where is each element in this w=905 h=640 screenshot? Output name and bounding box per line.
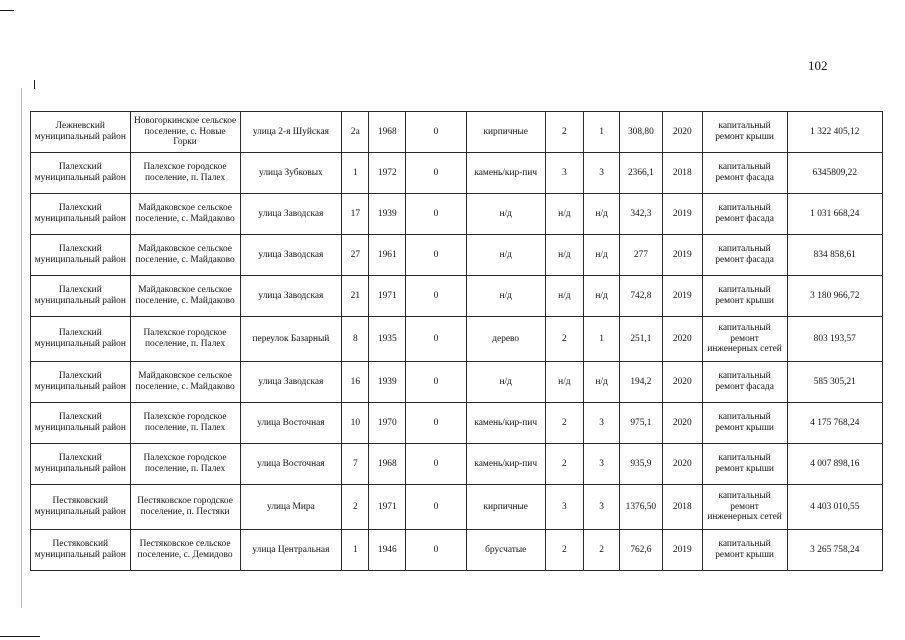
table-row bbox=[31, 530, 883, 571]
cell-district: Пестяковский муниципальный район bbox=[31, 530, 131, 571]
cell-cost: 4 007 898,16 bbox=[787, 444, 882, 485]
cell-zero-column: 0 bbox=[406, 444, 467, 485]
page-number: 102 bbox=[808, 58, 828, 73]
cell-district: Палехский муниципальный район bbox=[31, 403, 131, 444]
cell-floors: 3 bbox=[545, 485, 584, 530]
cell-house-number: 10 bbox=[342, 403, 369, 444]
cell-area: 742,8 bbox=[619, 276, 662, 317]
cell-house-number: 1 bbox=[342, 530, 369, 571]
cell-cost: 1 031 668,24 bbox=[787, 194, 882, 235]
cell-cost: 3 180 966,72 bbox=[787, 276, 882, 317]
cell-repair-year: 2018 bbox=[662, 153, 702, 194]
cell-zero-column: 0 bbox=[406, 235, 467, 276]
cell-entrances: 3 bbox=[584, 485, 620, 530]
cell-floors: 2 bbox=[545, 403, 584, 444]
cell-repair-type: капитальный ремонт инженерных сетей bbox=[702, 485, 787, 530]
cell-area: 308,80 bbox=[619, 112, 662, 153]
cell-house-number: 1 bbox=[342, 153, 369, 194]
cell-repair-type: капитальный ремонт фасада bbox=[702, 362, 787, 403]
cell-repair-year: 2019 bbox=[662, 530, 702, 571]
cell-house-number: 17 bbox=[342, 194, 369, 235]
cell-cost: 585 305,21 bbox=[787, 362, 882, 403]
cell-district: Палехский муниципальный район bbox=[31, 444, 131, 485]
table-row bbox=[31, 276, 883, 317]
cell-repair-type: капитальный ремонт фасада bbox=[702, 194, 787, 235]
cell-entrances: н/д bbox=[584, 276, 620, 317]
cell-year-built: 1968 bbox=[369, 444, 406, 485]
cell-district: Палехский муниципальный район bbox=[31, 194, 131, 235]
cell-area: 277 bbox=[619, 235, 662, 276]
cell-year-built: 1968 bbox=[369, 112, 406, 153]
cell-area: 975,1 bbox=[619, 403, 662, 444]
cell-year-built: 1971 bbox=[369, 485, 406, 530]
cell-street: улица Заводская bbox=[240, 235, 342, 276]
cell-repair-type: капитальный ремонт крыши bbox=[702, 112, 787, 153]
table-row bbox=[31, 112, 883, 153]
cell-repair-year: 2020 bbox=[662, 362, 702, 403]
cell-repair-year: 2019 bbox=[662, 235, 702, 276]
cell-repair-year: 2020 bbox=[662, 403, 702, 444]
cell-entrances: н/д bbox=[584, 235, 620, 276]
cell-repair-year: 2020 bbox=[662, 112, 702, 153]
cell-floors: н/д bbox=[545, 235, 584, 276]
cell-cost: 4 175 768,24 bbox=[787, 403, 882, 444]
cell-year-built: 1961 bbox=[369, 235, 406, 276]
cell-settlement: Пестяковское городское поселение, п. Пестяки bbox=[130, 485, 240, 530]
cell-wall-material: камень/кир-пич bbox=[466, 444, 545, 485]
cell-wall-material: кирпичные bbox=[466, 112, 545, 153]
cell-year-built: 1939 bbox=[369, 194, 406, 235]
cell-zero-column: 0 bbox=[406, 362, 467, 403]
cell-street: улица Центральная bbox=[240, 530, 342, 571]
cell-house-number: 7 bbox=[342, 444, 369, 485]
cell-floors: 2 bbox=[545, 530, 584, 571]
cell-wall-material: н/д bbox=[466, 276, 545, 317]
cell-settlement: Майдаковское сельское поселение, с. Майдаково bbox=[130, 194, 240, 235]
cell-entrances: 2 bbox=[584, 530, 620, 571]
cell-street: улица Восточная bbox=[240, 403, 342, 444]
table-row bbox=[31, 194, 883, 235]
cell-district: Палехский муниципальный район bbox=[31, 362, 131, 403]
cell-floors: н/д bbox=[545, 362, 584, 403]
cell-area: 1376,50 bbox=[619, 485, 662, 530]
cell-area: 762,6 bbox=[619, 530, 662, 571]
table-row bbox=[31, 403, 883, 444]
cell-street: улица Восточная bbox=[240, 444, 342, 485]
cell-cost: 6345809,22 bbox=[787, 153, 882, 194]
cell-street: улица Зубковых bbox=[240, 153, 342, 194]
cell-floors: н/д bbox=[545, 276, 584, 317]
cell-zero-column: 0 bbox=[406, 485, 467, 530]
cell-repair-year: 2019 bbox=[662, 194, 702, 235]
cell-entrances: 3 bbox=[584, 403, 620, 444]
cell-repair-type: капитальный ремонт крыши bbox=[702, 403, 787, 444]
cell-district: Палехский муниципальный район bbox=[31, 276, 131, 317]
cell-cost: 1 322 405,12 bbox=[787, 112, 882, 153]
cell-house-number: 27 bbox=[342, 235, 369, 276]
cell-district: Пестяковский муниципальный район bbox=[31, 485, 131, 530]
scan-mark-top bbox=[0, 10, 14, 11]
cell-street: улица 2-я Шуйская bbox=[240, 112, 342, 153]
cell-house-number: 2а bbox=[342, 112, 369, 153]
cell-repair-type: капитальный ремонт крыши bbox=[702, 444, 787, 485]
cell-year-built: 1939 bbox=[369, 362, 406, 403]
cell-street: улица Мира bbox=[240, 485, 342, 530]
cell-repair-type: капитальный ремонт инженерных сетей bbox=[702, 317, 787, 362]
cell-settlement: Палехское городское поселение, п. Палех bbox=[130, 317, 240, 362]
cell-zero-column: 0 bbox=[406, 153, 467, 194]
cell-entrances: 1 bbox=[584, 112, 620, 153]
cell-area: 194,2 bbox=[619, 362, 662, 403]
cell-entrances: 3 bbox=[584, 153, 620, 194]
cell-wall-material: брусчатые bbox=[466, 530, 545, 571]
cell-area: 251,1 bbox=[619, 317, 662, 362]
cell-entrances: н/д bbox=[584, 194, 620, 235]
cell-house-number: 2 bbox=[342, 485, 369, 530]
cell-area: 2366,1 bbox=[619, 153, 662, 194]
table-row bbox=[31, 444, 883, 485]
cell-settlement: Пестяковское сельское поселение, с. Демидово bbox=[130, 530, 240, 571]
cell-year-built: 1946 bbox=[369, 530, 406, 571]
cell-wall-material: камень/кир-пич bbox=[466, 403, 545, 444]
scan-mark-left bbox=[34, 80, 35, 89]
cell-wall-material: н/д bbox=[466, 194, 545, 235]
cell-settlement: Майдаковское сельское поселение, с. Майдаково bbox=[130, 276, 240, 317]
cell-district: Палехский муниципальный район bbox=[31, 317, 131, 362]
cell-house-number: 8 bbox=[342, 317, 369, 362]
cell-district: Палехский муниципальный район bbox=[31, 153, 131, 194]
table-row bbox=[31, 153, 883, 194]
cell-entrances: н/д bbox=[584, 362, 620, 403]
cell-floors: 2 bbox=[545, 112, 584, 153]
cell-repair-year: 2020 bbox=[662, 444, 702, 485]
scan-margin-line bbox=[21, 88, 22, 608]
cell-settlement: Новогоркинское сельское поселение, с. Новые Горки bbox=[130, 112, 240, 153]
cell-street: улица Заводская bbox=[240, 194, 342, 235]
table-row bbox=[31, 485, 883, 530]
cell-year-built: 1972 bbox=[369, 153, 406, 194]
cell-repair-type: капитальный ремонт фасада bbox=[702, 153, 787, 194]
cell-zero-column: 0 bbox=[406, 112, 467, 153]
cell-district: Лежневский муниципальный район bbox=[31, 112, 131, 153]
table-row bbox=[31, 362, 883, 403]
cell-zero-column: 0 bbox=[406, 317, 467, 362]
cell-zero-column: 0 bbox=[406, 194, 467, 235]
cell-repair-year: 2020 bbox=[662, 317, 702, 362]
cell-repair-year: 2018 bbox=[662, 485, 702, 530]
cell-settlement: Палехское городское поселение, п. Палех bbox=[130, 153, 240, 194]
table-row bbox=[31, 317, 883, 362]
cell-repair-type: капитальный ремонт крыши bbox=[702, 276, 787, 317]
cell-settlement: Палехское городское поселение, п. Палех bbox=[130, 403, 240, 444]
cell-wall-material: н/д bbox=[466, 235, 545, 276]
housing-repair-table bbox=[30, 111, 883, 571]
scan-mark-bottom bbox=[0, 636, 40, 637]
cell-area: 935,9 bbox=[619, 444, 662, 485]
cell-wall-material: камень/кир-пич bbox=[466, 153, 545, 194]
cell-wall-material: дерево bbox=[466, 317, 545, 362]
cell-year-built: 1971 bbox=[369, 276, 406, 317]
cell-floors: н/д bbox=[545, 194, 584, 235]
cell-street: улица Заводская bbox=[240, 276, 342, 317]
cell-zero-column: 0 bbox=[406, 530, 467, 571]
cell-entrances: 1 bbox=[584, 317, 620, 362]
cell-floors: 3 bbox=[545, 153, 584, 194]
cell-wall-material: н/д bbox=[466, 362, 545, 403]
cell-street: улица Заводская bbox=[240, 362, 342, 403]
cell-year-built: 1970 bbox=[369, 403, 406, 444]
table-row bbox=[31, 235, 883, 276]
cell-repair-type: капитальный ремонт фасада bbox=[702, 235, 787, 276]
cell-settlement: Палехское городское поселение, п. Палех bbox=[130, 444, 240, 485]
cell-area: 342,3 bbox=[619, 194, 662, 235]
cell-cost: 834 858,61 bbox=[787, 235, 882, 276]
cell-district: Палехский муниципальный район bbox=[31, 235, 131, 276]
cell-zero-column: 0 bbox=[406, 403, 467, 444]
cell-year-built: 1935 bbox=[369, 317, 406, 362]
cell-floors: 2 bbox=[545, 444, 584, 485]
cell-cost: 4 403 010,55 bbox=[787, 485, 882, 530]
cell-floors: 2 bbox=[545, 317, 584, 362]
cell-house-number: 16 bbox=[342, 362, 369, 403]
cell-street: переулок Базарный bbox=[240, 317, 342, 362]
cell-cost: 3 265 758,24 bbox=[787, 530, 882, 571]
cell-settlement: Майдаковское сельское поселение, с. Майдаково bbox=[130, 362, 240, 403]
cell-entrances: 3 bbox=[584, 444, 620, 485]
cell-repair-year: 2019 bbox=[662, 276, 702, 317]
cell-house-number: 21 bbox=[342, 276, 369, 317]
cell-zero-column: 0 bbox=[406, 276, 467, 317]
cell-repair-type: капитальный ремонт крыши bbox=[702, 530, 787, 571]
cell-wall-material: кирпичные bbox=[466, 485, 545, 530]
cell-cost: 803 193,57 bbox=[787, 317, 882, 362]
cell-settlement: Майдаковское сельское поселение, с. Майдаково bbox=[130, 235, 240, 276]
